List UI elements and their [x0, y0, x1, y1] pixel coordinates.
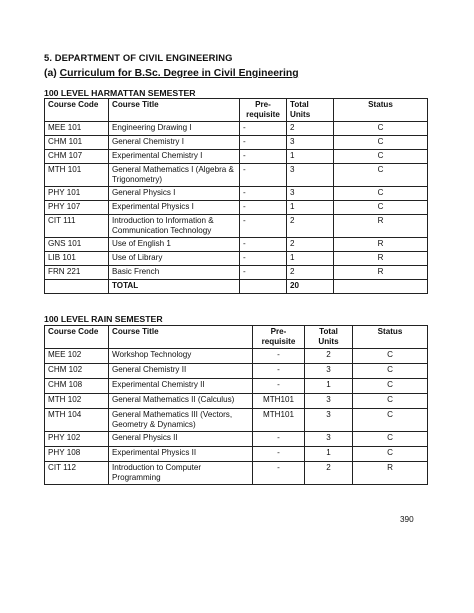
course-title: General Mathematics III (Vectors, Geometry & Dynamics) [109, 409, 253, 432]
status: C [334, 136, 428, 150]
page-number: 390 [400, 515, 414, 524]
course-code: PHY 101 [45, 187, 109, 201]
status: C [353, 394, 428, 409]
table-row [45, 215, 428, 238]
curriculum-title: Curriculum for B.Sc. Degree in Civil Engineering [59, 68, 299, 79]
course-code: CIT 111 [45, 215, 109, 238]
table-row [45, 252, 428, 266]
table-row [45, 136, 428, 150]
table-row [45, 150, 428, 164]
prerequisite: - [240, 266, 287, 280]
total-units: 1 [287, 252, 334, 266]
table-row [45, 462, 428, 485]
course-title: Introduction to Information & Communication Technology [109, 215, 240, 238]
prerequisite: MTH101 [253, 409, 305, 432]
prerequisite: - [253, 349, 305, 364]
course-title: General Physics I [109, 187, 240, 201]
total-units: 2 [287, 238, 334, 252]
department-heading: 5. DEPARTMENT OF CIVIL ENGINEERING [44, 52, 233, 63]
prerequisite: - [240, 187, 287, 201]
status: C [334, 164, 428, 187]
header-prerequisite: Pre-requisite [240, 99, 287, 122]
status: C [334, 187, 428, 201]
total-units: 3 [305, 364, 353, 379]
header-total-units: Total Units [305, 326, 353, 349]
course-code: PHY 108 [45, 447, 109, 462]
status: R [334, 252, 428, 266]
status: C [353, 447, 428, 462]
course-title: General Physics II [109, 432, 253, 447]
total-units: 1 [305, 379, 353, 394]
total-units: 2 [305, 462, 353, 485]
prerequisite: - [240, 150, 287, 164]
prerequisite: - [240, 215, 287, 238]
table-row [45, 122, 428, 136]
header-course-title: Course Title [109, 326, 253, 349]
table-row [45, 432, 428, 447]
course-code: MTH 104 [45, 409, 109, 432]
course-title: General Chemistry I [109, 136, 240, 150]
curriculum-heading [44, 68, 299, 79]
course-title: Workshop Technology [109, 349, 253, 364]
prerequisite: - [240, 164, 287, 187]
table-row [45, 238, 428, 252]
total-value: 20 [287, 280, 334, 294]
course-code: GNS 101 [45, 238, 109, 252]
course-code: CHM 107 [45, 150, 109, 164]
course-code: CIT 112 [45, 462, 109, 485]
total-units: 3 [287, 187, 334, 201]
table-row [45, 349, 428, 364]
prerequisite: - [253, 364, 305, 379]
semester1-title: 100 LEVEL HARMATTAN SEMESTER [44, 88, 196, 98]
course-title: Experimental Chemistry II [109, 379, 253, 394]
total-units: 2 [287, 215, 334, 238]
course-code: CHM 101 [45, 136, 109, 150]
semester1-table [44, 98, 428, 294]
prerequisite: - [240, 201, 287, 215]
table-row [45, 364, 428, 379]
course-title: Engineering Drawing I [109, 122, 240, 136]
header-prerequisite: Pre-requisite [253, 326, 305, 349]
total-units: 3 [305, 409, 353, 432]
table-row [45, 201, 428, 215]
course-code: PHY 107 [45, 201, 109, 215]
prerequisite: - [253, 462, 305, 485]
table-row [45, 187, 428, 201]
status: R [334, 266, 428, 280]
empty-cell [240, 280, 287, 294]
course-title: Introduction to Computer Programming [109, 462, 253, 485]
course-title: Experimental Chemistry I [109, 150, 240, 164]
course-code: PHY 102 [45, 432, 109, 447]
status: C [353, 379, 428, 394]
status: C [334, 201, 428, 215]
status: C [353, 409, 428, 432]
course-title: Use of English 1 [109, 238, 240, 252]
prerequisite: MTH101 [253, 394, 305, 409]
status: R [334, 238, 428, 252]
header-status: Status [334, 99, 428, 122]
total-units: 1 [287, 201, 334, 215]
course-title: Experimental Physics I [109, 201, 240, 215]
prerequisite: - [253, 432, 305, 447]
table-row [45, 409, 428, 432]
prerequisite: - [253, 379, 305, 394]
prerequisite: - [240, 122, 287, 136]
course-code: CHM 108 [45, 379, 109, 394]
table-row [45, 266, 428, 280]
table-row [45, 164, 428, 187]
course-title: Basic French [109, 266, 240, 280]
status: C [353, 432, 428, 447]
table-row [45, 394, 428, 409]
table-row [45, 447, 428, 462]
total-units: 2 [287, 122, 334, 136]
total-units: 1 [287, 150, 334, 164]
empty-cell [334, 280, 428, 294]
table-header-row [45, 326, 428, 349]
total-units: 2 [305, 349, 353, 364]
status: R [353, 462, 428, 485]
empty-cell [45, 280, 109, 294]
course-code: MEE 102 [45, 349, 109, 364]
course-title: General Mathematics I (Algebra & Trigonometry) [109, 164, 240, 187]
course-title: Use of Library [109, 252, 240, 266]
course-code: FRN 221 [45, 266, 109, 280]
header-course-code: Course Code [45, 99, 109, 122]
course-code: LIB 101 [45, 252, 109, 266]
header-total-units: Total Units [287, 99, 334, 122]
course-title: General Mathematics II (Calculus) [109, 394, 253, 409]
status: C [334, 122, 428, 136]
header-course-title: Course Title [109, 99, 240, 122]
total-row [45, 280, 428, 294]
semester2-table [44, 325, 428, 485]
course-code: MEE 101 [45, 122, 109, 136]
prerequisite: - [240, 136, 287, 150]
table-header-row [45, 99, 428, 122]
course-code: MTH 101 [45, 164, 109, 187]
table-row [45, 379, 428, 394]
semester2-title: 100 LEVEL RAIN SEMESTER [44, 314, 163, 324]
status: C [353, 349, 428, 364]
total-units: 1 [305, 447, 353, 462]
prerequisite: - [240, 238, 287, 252]
total-units: 3 [287, 164, 334, 187]
total-label: TOTAL [109, 280, 240, 294]
total-units: 3 [305, 432, 353, 447]
course-code: CHM 102 [45, 364, 109, 379]
header-course-code: Course Code [45, 326, 109, 349]
total-units: 3 [287, 136, 334, 150]
status: R [334, 215, 428, 238]
prerequisite: - [240, 252, 287, 266]
total-units: 2 [287, 266, 334, 280]
curriculum-prefix: (a) [44, 68, 60, 79]
total-units: 3 [305, 394, 353, 409]
prerequisite: - [253, 447, 305, 462]
course-code: MTH 102 [45, 394, 109, 409]
course-title: Experimental Physics II [109, 447, 253, 462]
status: C [353, 364, 428, 379]
status: C [334, 150, 428, 164]
course-title: General Chemistry II [109, 364, 253, 379]
header-status: Status [353, 326, 428, 349]
